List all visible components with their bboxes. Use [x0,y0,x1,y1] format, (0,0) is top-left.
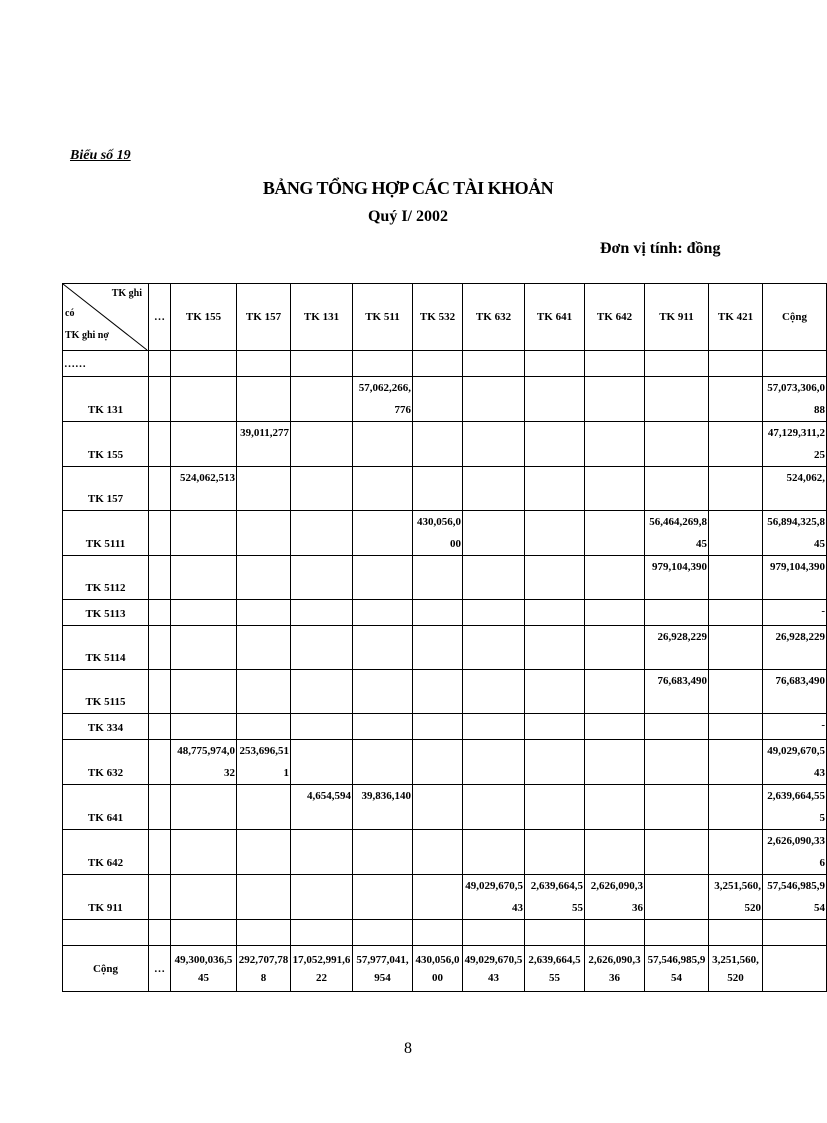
table-cell [763,626,827,670]
table-cell [709,467,763,511]
total-value: 2,639,664,555 [528,953,581,984]
cell-value: 979,104,390 [770,561,825,573]
total-cell [291,946,353,992]
total-value: 57,977,041,954 [356,953,409,984]
cell-value: - [821,719,825,731]
table-cell [149,467,171,511]
table-cell [171,600,237,626]
table-cell [291,467,353,511]
total-cell [149,946,171,992]
table-cell [763,467,827,511]
table-cell [237,467,291,511]
table-row [63,920,827,946]
table-row [63,714,827,740]
table-cell [353,511,413,556]
row-account-label: TK 155 [63,422,149,467]
cell-value: 26,928,229 [775,631,825,643]
total-cell [645,946,709,992]
table-cell [709,830,763,875]
row-account-label: TK 157 [63,467,149,511]
table-cell [413,875,463,920]
row-account-label: TK 131 [63,377,149,422]
table-header-row [63,284,827,351]
table-cell [525,377,585,422]
total-cell [525,946,585,992]
table-cell [353,556,413,600]
total-cell [709,946,763,992]
table-cell [463,920,525,946]
table-cell [585,670,645,714]
table-cell [709,785,763,830]
table-cell [763,556,827,600]
table-cell [149,830,171,875]
table-row [63,626,827,670]
table-cell [149,875,171,920]
table-cell [525,600,585,626]
table-cell [763,875,827,920]
total-value: 49,300,036,545 [174,953,233,984]
column-header: TK 632 [463,284,525,351]
corner-credit-label: TK ghi [111,288,142,299]
column-header: … [149,284,171,351]
table-row [63,511,827,556]
total-label: Cộng [63,946,149,992]
table-cell [645,830,709,875]
table-cell [709,600,763,626]
column-header: TK 511 [353,284,413,351]
table-cell [463,351,525,377]
total-cell [353,946,413,992]
table-cell [585,785,645,830]
table-cell [353,422,413,467]
row-account-label: TK 5114 [63,626,149,670]
total-cell [171,946,237,992]
table-cell [709,556,763,600]
table-cell [353,351,413,377]
column-header: TK 155 [171,284,237,351]
table-cell [237,875,291,920]
table-cell [525,830,585,875]
table-cell [463,600,525,626]
table-cell [709,626,763,670]
table-row [63,785,827,830]
table-row [63,377,827,422]
total-value: 57,546,985,954 [647,953,706,984]
table-cell [149,351,171,377]
table-cell [353,875,413,920]
unit-label: Đơn vị tính: đồng [600,240,721,257]
table-cell [709,670,763,714]
table-cell [645,467,709,511]
table-cell [525,875,585,920]
total-value: 17,052,991,622 [292,953,351,984]
table-cell [171,377,237,422]
table-cell [645,714,709,740]
table-cell [763,830,827,875]
table-cell [237,422,291,467]
table-cell [585,422,645,467]
column-header: TK 642 [585,284,645,351]
table-cell [709,377,763,422]
table-cell [413,740,463,785]
table-row [63,740,827,785]
total-cell [585,946,645,992]
table-cell [237,714,291,740]
table-cell [413,626,463,670]
total-value: 2,626,090,336 [588,953,641,984]
table-cell [645,740,709,785]
cell-value: 49,029,670,543 [465,880,523,914]
table-cell [763,351,827,377]
table-cell [237,920,291,946]
table-cell [237,830,291,875]
table-cell [149,377,171,422]
table-cell [291,714,353,740]
table-cell [585,351,645,377]
total-cell [237,946,291,992]
table-cell [171,875,237,920]
table-cell [463,875,525,920]
table-cell [413,670,463,714]
table-row [63,600,827,626]
table-cell [525,670,585,714]
table-cell [585,920,645,946]
column-header: TK 421 [709,284,763,351]
table-cell [463,740,525,785]
table-cell [763,785,827,830]
table-cell [149,422,171,467]
table-cell [763,600,827,626]
table-cell [149,920,171,946]
table-cell [763,511,827,556]
table-cell [585,830,645,875]
table-cell [171,670,237,714]
row-account-label: TK 632 [63,740,149,785]
table-cell [645,556,709,600]
table-cell [237,740,291,785]
table-cell [149,785,171,830]
total-cell [463,946,525,992]
table-cell [149,600,171,626]
table-cell [525,740,585,785]
cell-value: 49,029,670,543 [767,745,825,779]
column-header: TK 532 [413,284,463,351]
cell-value: 47,129,311,225 [767,427,825,461]
table-cell [763,377,827,422]
table-cell [171,351,237,377]
cell-value: 26,928,229 [657,631,707,643]
table-cell [413,714,463,740]
table-cell [763,422,827,467]
cell-value: 2,639,664,555 [530,880,583,914]
corner-credit-suffix: có [65,308,75,319]
table-cell [291,511,353,556]
cell-value: 2,626,090,336 [767,835,825,869]
table-cell [291,351,353,377]
row-account-label: TK 911 [63,875,149,920]
total-value: 430,056,000 [415,953,460,984]
table-cell [525,714,585,740]
cell-value: 48,775,974,032 [177,745,235,779]
cell-value: 524,062,513 [180,472,235,484]
table-cell [463,467,525,511]
table-cell [525,556,585,600]
form-label: Biểu số 19 [70,148,131,163]
table-cell [237,670,291,714]
table-cell [709,422,763,467]
row-account-label: TK 5111 [63,511,149,556]
table-row [63,556,827,600]
table-cell [645,626,709,670]
table-cell [291,600,353,626]
table-cell [585,511,645,556]
cell-value: 76,683,490 [775,675,825,687]
table-cell [463,714,525,740]
cell-value: 2,639,664,555 [767,790,825,824]
table-cell [645,875,709,920]
table-cell [463,422,525,467]
table-cell [585,875,645,920]
table-cell [413,422,463,467]
table-cell [291,830,353,875]
table-cell [353,740,413,785]
page-title: BẢNG TỔNG HỢP CÁC TÀI KHOẢN [262,178,554,198]
table-cell [171,740,237,785]
table-cell [463,785,525,830]
cell-value: 57,062,266,776 [358,382,411,416]
table-cell [171,830,237,875]
table-cell [413,467,463,511]
table-row [63,670,827,714]
table-cell [291,670,353,714]
table-cell [463,511,525,556]
summary-table [62,283,827,992]
total-value: 49,029,670,543 [464,953,523,984]
corner-header-cell [63,284,149,351]
corner-debit-label: TK ghi nợ [65,330,109,341]
table-cell [413,785,463,830]
table-cell [149,511,171,556]
row-account-label: TK 334 [63,714,149,740]
table-cell [645,920,709,946]
table-cell [149,626,171,670]
table-cell [171,626,237,670]
row-account-label: TK 642 [63,830,149,875]
table-cell [709,351,763,377]
table-cell [763,670,827,714]
cell-value: 430,056,000 [417,516,461,550]
table-cell [645,422,709,467]
table-cell [763,740,827,785]
row-account-label: TK 5112 [63,556,149,600]
column-header: TK 641 [525,284,585,351]
cell-value: 979,104,390 [652,561,707,573]
cell-value: 2,626,090,336 [590,880,643,914]
table-cell [413,830,463,875]
cell-value: 524,062, [786,472,825,484]
table-cell [413,556,463,600]
table-cell [353,626,413,670]
table-cell [585,556,645,600]
table-cell [171,714,237,740]
table-cell [171,511,237,556]
row-account-label: TK 5115 [63,670,149,714]
table-row [63,830,827,875]
table-row [63,351,827,377]
cell-value: 39,836,140 [361,790,411,802]
table-cell [291,875,353,920]
table-cell [585,467,645,511]
total-value: 3,251,560,520 [712,953,759,984]
table-cell [291,740,353,785]
table-cell [353,670,413,714]
table-cell [525,785,585,830]
table-cell [353,467,413,511]
table-cell [585,626,645,670]
table-cell [413,920,463,946]
table-cell [709,511,763,556]
table-cell [585,600,645,626]
table-cell [525,467,585,511]
table-cell [291,556,353,600]
table-cell [645,351,709,377]
table-cell [709,714,763,740]
table-cell [353,785,413,830]
table-cell [413,377,463,422]
cell-value: - [821,605,825,617]
table-cell [237,626,291,670]
table-row [63,422,827,467]
total-value: 292,707,788 [238,953,289,984]
table-cell [353,830,413,875]
table-cell [237,600,291,626]
table-cell [585,377,645,422]
table-cell [709,920,763,946]
table-cell [463,670,525,714]
table-cell [171,467,237,511]
total-cell [413,946,463,992]
table-cell [645,511,709,556]
table-row [63,467,827,511]
table-cell [171,556,237,600]
table-cell [149,714,171,740]
table-cell [709,875,763,920]
table-cell [645,670,709,714]
table-cell [763,714,827,740]
table-cell [463,377,525,422]
table-cell [353,920,413,946]
table-cell [525,920,585,946]
table-cell [171,920,237,946]
cell-value: 253,696,511 [239,745,289,779]
page-number: 8 [404,1040,412,1057]
table-cell [237,377,291,422]
cell-value: 4,654,594 [307,790,351,802]
row-account-label [63,920,149,946]
table-cell [645,377,709,422]
table-row [63,875,827,920]
table-cell [585,740,645,785]
table-cell [645,600,709,626]
table-cell [463,556,525,600]
table-cell [237,785,291,830]
total-cell [763,946,827,992]
table-cell [171,422,237,467]
row-account-label: TK 641 [63,785,149,830]
table-cell [709,740,763,785]
column-header: TK 131 [291,284,353,351]
total-row [63,946,827,992]
table-cell [585,714,645,740]
table-cell [237,511,291,556]
table-cell [149,740,171,785]
table-cell [353,714,413,740]
total-value: … [154,962,165,975]
table-cell [291,920,353,946]
table-cell [525,511,585,556]
cell-value: 56,894,325,845 [767,516,825,550]
table-cell [171,785,237,830]
row-account-label: TK 5113 [63,600,149,626]
table-cell [525,626,585,670]
table-cell [413,600,463,626]
table-cell [353,377,413,422]
table-cell [291,785,353,830]
cell-value: 57,073,306,088 [767,382,825,416]
table-cell [463,830,525,875]
row-account-label: …… [63,351,149,377]
table-cell [463,626,525,670]
column-header: Cộng [763,284,827,351]
cell-value: 39,011,277 [240,427,289,439]
table-cell [353,600,413,626]
table-cell [763,920,827,946]
table-cell [645,785,709,830]
cell-value: 57,546,985,954 [767,880,825,914]
cell-value: 3,251,560,520 [714,880,761,914]
cell-value: 76,683,490 [657,675,707,687]
table-cell [149,670,171,714]
table-cell [413,351,463,377]
table-cell [413,511,463,556]
cell-value: 56,464,269,845 [649,516,707,550]
page-subtitle: Quý I/ 2002 [367,208,448,225]
table-cell [291,422,353,467]
table-cell [237,556,291,600]
table-cell [291,377,353,422]
table-cell [525,422,585,467]
column-header: TK 157 [237,284,291,351]
column-header: TK 911 [645,284,709,351]
table-cell [237,351,291,377]
table-cell [525,351,585,377]
table-cell [291,626,353,670]
table-cell [149,556,171,600]
